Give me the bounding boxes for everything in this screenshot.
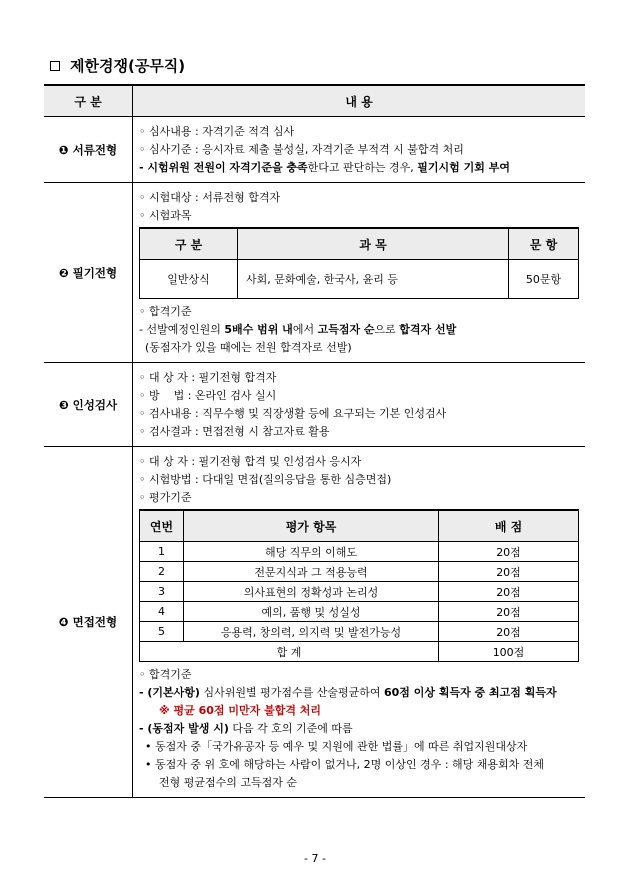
table-total-row	[140, 642, 579, 662]
content-line: ◦ 시험방법 : 다대일 면접(질의응답을 통한 심층면접)	[139, 473, 392, 486]
stage-label-interview: ❹ 면접전형	[44, 447, 133, 798]
cell-item: 전문지식과 그 적용능력	[184, 562, 439, 582]
content-line: ◦ 심사내용 : 자격기준 적격 심사	[139, 125, 295, 138]
bold-text: 필기시험 기회 부여	[417, 161, 510, 174]
cell-item: 해당 직무의 이해도	[184, 542, 439, 562]
content-line	[139, 684, 579, 702]
stage-content-interview	[133, 447, 586, 798]
bold-text: 합격자 선발	[399, 323, 457, 336]
cell-no: 4	[140, 602, 184, 622]
content-line: ◦ 심사기준 : 응시자료 제출 불성실, 자격기준 부적격 시 불합격 처리	[139, 143, 464, 156]
content-line: ◦ 시험대상 : 서류전형 합격자	[139, 191, 281, 204]
square-bullet-icon	[50, 61, 60, 71]
stage-content-written	[133, 183, 586, 363]
content-line: 전형 평균점수의 고득점자 순	[159, 776, 298, 789]
text: 다음 각 호의 기준에 따름	[228, 722, 353, 735]
cell-score: 20점	[439, 622, 579, 642]
table-row	[140, 582, 579, 602]
section-title	[50, 55, 185, 76]
total-label: 합 계	[140, 642, 439, 662]
header-category: 구 분	[44, 85, 133, 117]
content-line: ◦ 합격기준	[139, 668, 192, 681]
bold-text: 고득점자 순	[317, 323, 375, 336]
stage-row-document	[44, 117, 585, 183]
text: - 선발예정인원의	[139, 323, 225, 336]
table-row	[140, 622, 579, 642]
content-line: ◦ 대 상 자 : 필기전형 합격자	[139, 371, 277, 384]
stage-label-document: ❶ 서류전형	[44, 117, 133, 183]
header-content: 내 용	[133, 85, 586, 117]
cell-item: 의사표현의 정확성과 논리성	[184, 582, 439, 602]
cell-score: 20점	[439, 582, 579, 602]
col-header-no: 연번	[140, 510, 184, 542]
stage-content-personality	[133, 363, 586, 447]
content-line: ◦ 대 상 자 : 필기전형 합격 및 인성검사 응시자	[139, 455, 362, 468]
interview-criteria-table	[139, 509, 579, 662]
text: 심사위원별 평가점수를 산술평균하여	[199, 686, 384, 699]
col-header-score: 배 점	[439, 510, 579, 542]
table-row	[140, 260, 579, 299]
content-line: • 동점자 중 위 호에 해당하는 사람이 없거나, 2명 이상인 경우 : 해당 채용회차 전체	[145, 758, 545, 771]
col-header-questions: 문 항	[509, 228, 579, 260]
section-title-text: 제한경쟁(공무직)	[70, 57, 186, 75]
cell-score: 20점	[439, 602, 579, 622]
content-line: ◦ 검사결과 : 면접전형 시 참고자료 활용	[139, 425, 330, 438]
stage-row-personality	[44, 363, 585, 447]
cell-no: 2	[140, 562, 184, 582]
stage-row-interview	[44, 447, 585, 798]
stage-label-personality: ❸ 인성검사	[44, 363, 133, 447]
stage-content-document	[133, 117, 586, 183]
table-header-row	[44, 85, 585, 117]
bold-text: 60점 이상 획득자 중 최고점 획득자	[383, 686, 557, 699]
col-header-item: 평가 항목	[184, 510, 439, 542]
cell-questions: 50문항	[509, 260, 579, 299]
cell-score: 20점	[439, 562, 579, 582]
bold-text: 5배수 범위 내	[224, 323, 293, 336]
table-row	[140, 542, 579, 562]
warning-note: ※ 평균 60점 미만자 불합격 처리	[159, 704, 322, 717]
written-subject-table	[139, 227, 579, 299]
table-header-row	[140, 510, 579, 542]
bold-text: - (동점자 발생 시)	[139, 722, 229, 735]
content-line: • 동점자 중「국가유공자 등 예우 및 지원에 관한 법률」에 따른 취업지원대상자	[145, 740, 528, 753]
table-header-row	[140, 228, 579, 260]
cell-item: 응용력, 창의력, 의지력 및 발전가능성	[184, 622, 439, 642]
total-score: 100점	[439, 642, 579, 662]
stage-label-written: ❷ 필기전형	[44, 183, 133, 363]
content-line	[139, 321, 579, 339]
content-line	[139, 720, 579, 738]
cell-no: 1	[140, 542, 184, 562]
text: 에서	[292, 323, 318, 336]
bold-text: - 시험위원 전원이 자격기준을 충족	[139, 161, 308, 174]
content-line: ◦ 평가기준	[139, 491, 192, 504]
stage-row-written	[44, 183, 585, 363]
cell-score: 20점	[439, 542, 579, 562]
table-row	[140, 562, 579, 582]
selection-process-table	[44, 84, 585, 798]
cell-no: 3	[140, 582, 184, 602]
content-line: ◦ 시험과목	[139, 209, 192, 222]
content-line: ◦ 방 법 : 온라인 검사 실시	[139, 389, 277, 402]
content-line: ◦ 검사내용 : 직무수행 및 직장생활 등에 요구되는 기본 인성검사	[139, 407, 447, 420]
cell-subjects: 사회, 문화예술, 한국사, 윤리 등	[238, 260, 509, 299]
content-line: (동점자가 있을 때에는 전원 합격자로 선발)	[145, 341, 352, 354]
text: 으로	[374, 323, 400, 336]
cell-item: 예의, 품행 및 성실성	[184, 602, 439, 622]
col-header-category: 구 분	[140, 228, 238, 260]
table-row	[140, 602, 579, 622]
page-number: - 7 -	[304, 852, 326, 865]
cell-category: 일반상식	[140, 260, 238, 299]
bold-text: - (기본사항)	[139, 686, 200, 699]
text: 한다고 판단하는 경우,	[307, 161, 418, 174]
content-line: ◦ 합격기준	[139, 305, 192, 318]
content-line	[139, 159, 579, 177]
col-header-subject: 과 목	[238, 228, 509, 260]
cell-no: 5	[140, 622, 184, 642]
